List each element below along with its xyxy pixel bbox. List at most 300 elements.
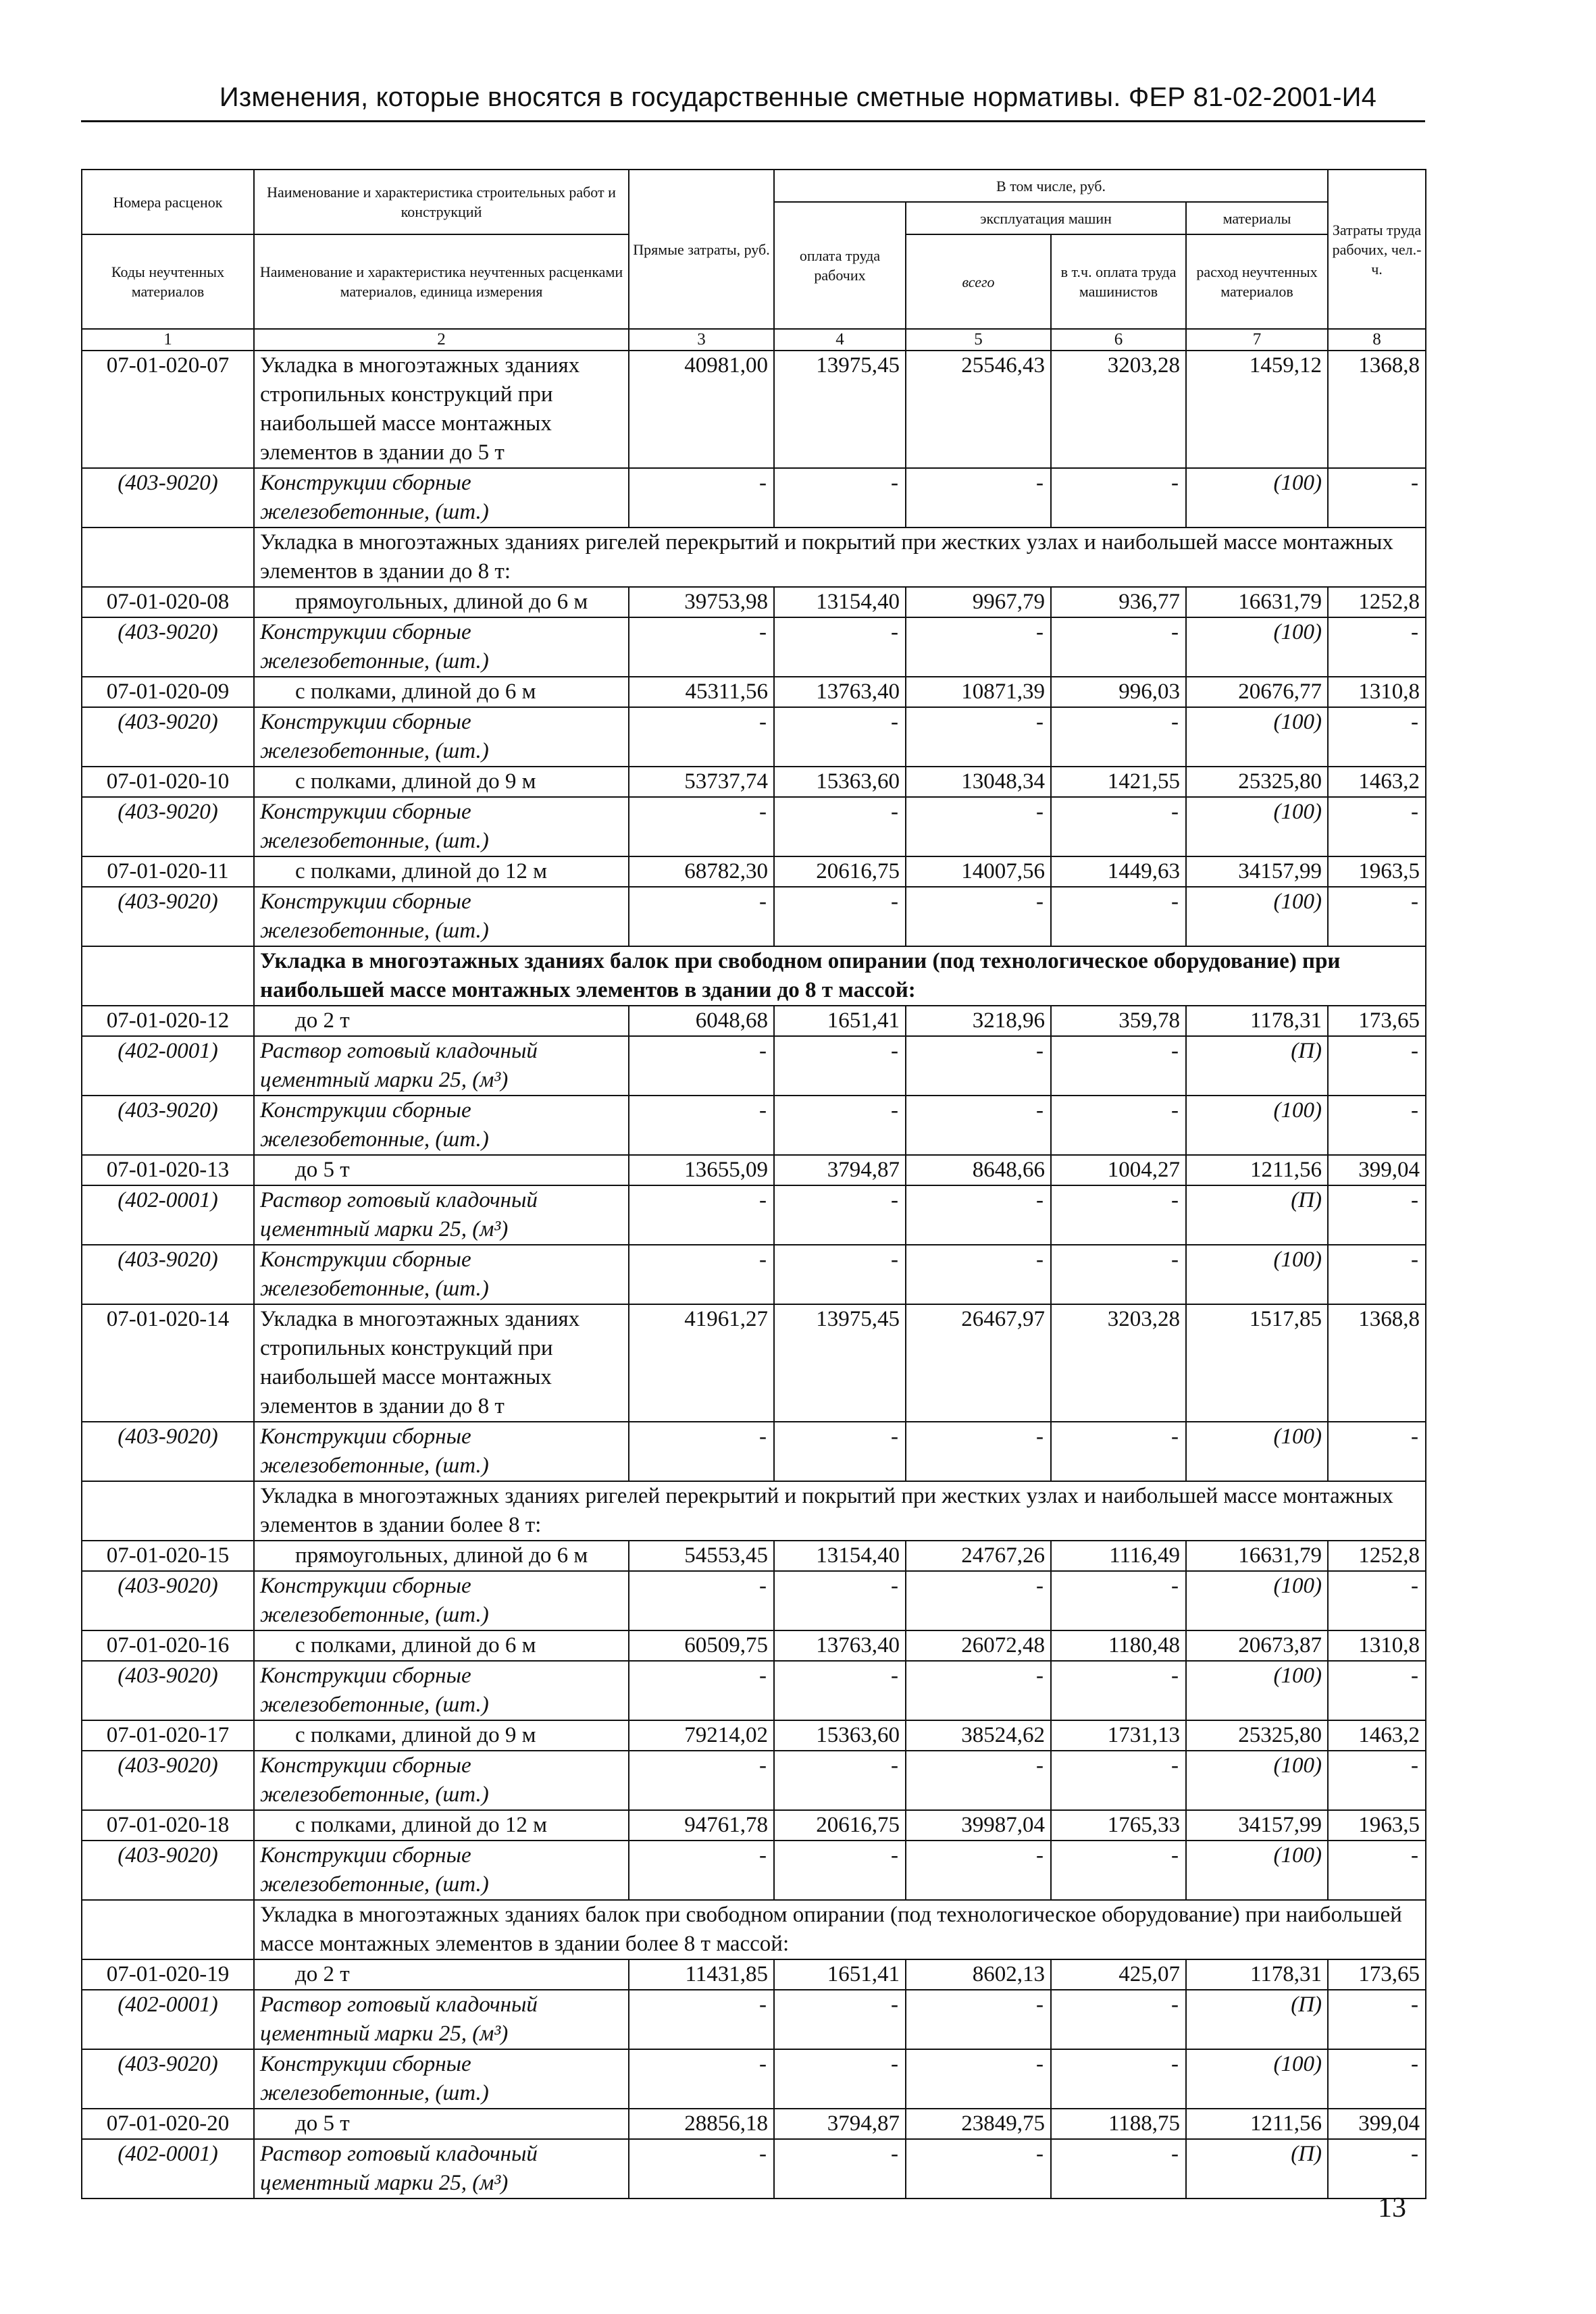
- material-row: [82, 468, 1426, 528]
- material-name: Конструкции сборные железобетонные, (шт.): [254, 1661, 629, 1720]
- direct-value: 68782,30: [629, 856, 774, 887]
- rate-code: 07-01-020-18: [82, 1810, 254, 1841]
- material-row: [82, 887, 1426, 946]
- rate-row: [82, 1006, 1426, 1036]
- material-code: (403-9020): [82, 2049, 254, 2109]
- machines-value: -: [906, 1096, 1051, 1155]
- material-row: [82, 1751, 1426, 1810]
- machines-value: -: [906, 1751, 1051, 1810]
- col8-header: Затраты труда рабочих, чел.-ч.: [1328, 170, 1426, 329]
- col1-bottom-header: Коды неучтенных материалов: [82, 234, 254, 329]
- direct-value: -: [629, 468, 774, 528]
- machines-value: -: [906, 1661, 1051, 1720]
- labor-value: -: [774, 707, 906, 767]
- material-code: (403-9020): [82, 1422, 254, 1481]
- materials-value: (П): [1186, 1036, 1328, 1096]
- materials-value: (П): [1186, 1990, 1328, 2049]
- materials-value: (100): [1186, 1245, 1328, 1304]
- material-code: (403-9020): [82, 468, 254, 528]
- materials-value: 1459,12: [1186, 351, 1328, 468]
- machines-value: -: [906, 887, 1051, 946]
- hours-value: -: [1328, 2139, 1426, 2199]
- col2-top-header: Наименование и характеристика строительных работ и конструкций: [254, 170, 629, 234]
- col6-header: в т.ч. оплата труда машинистов: [1051, 234, 1186, 329]
- machinists-value: -: [1051, 1841, 1186, 1900]
- work-name: Укладка в многоэтажных зданиях стропильных конструкций при наибольшей массе монтажных элементов в здании до 5 т: [254, 351, 629, 468]
- col7-header: расход неучтенных материалов: [1186, 234, 1328, 329]
- materials-value: (100): [1186, 887, 1328, 946]
- section-heading: Укладка в многоэтажных зданиях ригелей перекрытий и покрытий при жестких узлах и наибольшей массе монтажных элементов в здании до 8 т:: [254, 528, 1426, 587]
- material-code: (403-9020): [82, 707, 254, 767]
- section-code-cell: [82, 1481, 254, 1541]
- table-head: [82, 170, 1426, 351]
- labor-value: 13975,45: [774, 351, 906, 468]
- material-row: [82, 797, 1426, 856]
- rate-row: [82, 856, 1426, 887]
- materials-value: (100): [1186, 797, 1328, 856]
- work-name: с полками, длиной до 6 м: [254, 677, 629, 707]
- group-materials-header: материалы: [1186, 202, 1328, 234]
- machines-value: -: [906, 1841, 1051, 1900]
- materials-value: (П): [1186, 2139, 1328, 2199]
- materials-value: (100): [1186, 707, 1328, 767]
- machines-value: -: [906, 1990, 1051, 2049]
- section-heading-row: [82, 1900, 1426, 1959]
- work-name: с полками, длиной до 12 м: [254, 1810, 629, 1841]
- material-name: Конструкции сборные железобетонные, (шт.): [254, 2049, 629, 2109]
- machinists-value: 1765,33: [1051, 1810, 1186, 1841]
- machines-value: 38524,62: [906, 1720, 1051, 1751]
- machines-value: -: [906, 1036, 1051, 1096]
- col-number: 5: [906, 329, 1051, 351]
- direct-value: 41961,27: [629, 1304, 774, 1422]
- machinists-value: -: [1051, 2139, 1186, 2199]
- labor-value: -: [774, 1751, 906, 1810]
- direct-value: -: [629, 887, 774, 946]
- machinists-value: 1004,27: [1051, 1155, 1186, 1185]
- direct-value: 79214,02: [629, 1720, 774, 1751]
- labor-value: 13154,40: [774, 1541, 906, 1571]
- direct-value: 53737,74: [629, 767, 774, 797]
- work-name: до 2 т: [254, 1006, 629, 1036]
- direct-value: 28856,18: [629, 2109, 774, 2139]
- materials-value: (П): [1186, 1185, 1328, 1245]
- running-header: Изменения, которые вносятся в государственные сметные нормативы. ФЕР 81-02-2001-И4: [219, 82, 1377, 112]
- materials-value: 1178,31: [1186, 1006, 1328, 1036]
- rate-row: [82, 1155, 1426, 1185]
- direct-value: -: [629, 1185, 774, 1245]
- hours-value: -: [1328, 1422, 1426, 1481]
- section-code-cell: [82, 1900, 254, 1959]
- rate-code: 07-01-020-09: [82, 677, 254, 707]
- labor-value: -: [774, 468, 906, 528]
- rate-row: [82, 351, 1426, 468]
- material-name: Конструкции сборные железобетонные, (шт.): [254, 1422, 629, 1481]
- material-code: (403-9020): [82, 617, 254, 677]
- col3-header: Прямые затраты, руб.: [629, 170, 774, 329]
- material-row: [82, 1841, 1426, 1900]
- materials-value: 34157,99: [1186, 856, 1328, 887]
- col-number: 6: [1051, 329, 1186, 351]
- machinists-value: -: [1051, 1571, 1186, 1630]
- direct-value: -: [629, 1571, 774, 1630]
- section-heading-row: [82, 528, 1426, 587]
- direct-value: 40981,00: [629, 351, 774, 468]
- hours-value: 399,04: [1328, 2109, 1426, 2139]
- hours-value: 1963,5: [1328, 1810, 1426, 1841]
- material-name: Конструкции сборные железобетонные, (шт.): [254, 887, 629, 946]
- material-name: Раствор готовый кладочный цементный марки 25, (м³): [254, 1036, 629, 1096]
- machinists-value: -: [1051, 1185, 1186, 1245]
- machinists-value: -: [1051, 1990, 1186, 2049]
- rate-row: [82, 1810, 1426, 1841]
- hours-value: -: [1328, 887, 1426, 946]
- machines-value: -: [906, 1422, 1051, 1481]
- machines-value: 13048,34: [906, 767, 1051, 797]
- materials-value: (100): [1186, 1751, 1328, 1810]
- direct-value: -: [629, 1751, 774, 1810]
- machines-value: -: [906, 617, 1051, 677]
- hours-value: -: [1328, 1661, 1426, 1720]
- machines-value: -: [906, 707, 1051, 767]
- materials-value: (100): [1186, 468, 1328, 528]
- labor-value: -: [774, 1661, 906, 1720]
- direct-value: -: [629, 1422, 774, 1481]
- rate-row: [82, 767, 1426, 797]
- machinists-value: -: [1051, 617, 1186, 677]
- material-name: Конструкции сборные железобетонные, (шт.): [254, 617, 629, 677]
- material-code: (402-0001): [82, 1185, 254, 1245]
- rate-code: 07-01-020-14: [82, 1304, 254, 1422]
- machines-value: -: [906, 797, 1051, 856]
- machinists-value: 3203,28: [1051, 351, 1186, 468]
- material-row: [82, 1245, 1426, 1304]
- machinists-value: -: [1051, 468, 1186, 528]
- rate-row: [82, 1630, 1426, 1661]
- hours-value: 1463,2: [1328, 1720, 1426, 1751]
- machines-value: 23849,75: [906, 2109, 1051, 2139]
- labor-value: 13154,40: [774, 587, 906, 617]
- hours-value: 1310,8: [1328, 1630, 1426, 1661]
- material-name: Конструкции сборные железобетонные, (шт.): [254, 468, 629, 528]
- section-code-cell: [82, 528, 254, 587]
- labor-value: 20616,75: [774, 856, 906, 887]
- hours-value: -: [1328, 1841, 1426, 1900]
- material-code: (403-9020): [82, 1096, 254, 1155]
- section-heading: Укладка в многоэтажных зданиях ригелей перекрытий и покрытий при жестких узлах и наибольшей массе монтажных элементов в здании более 8 т:: [254, 1481, 1426, 1541]
- hours-value: -: [1328, 707, 1426, 767]
- direct-value: -: [629, 797, 774, 856]
- materials-value: (100): [1186, 1571, 1328, 1630]
- materials-value: 1517,85: [1186, 1304, 1328, 1422]
- hours-value: 1252,8: [1328, 587, 1426, 617]
- materials-value: 1211,56: [1186, 2109, 1328, 2139]
- material-code: (402-0001): [82, 1036, 254, 1096]
- rate-row: [82, 1959, 1426, 1990]
- hours-value: 173,65: [1328, 1959, 1426, 1990]
- machines-value: 9967,79: [906, 587, 1051, 617]
- labor-value: 1651,41: [774, 1959, 906, 1990]
- hours-value: 1310,8: [1328, 677, 1426, 707]
- hours-value: -: [1328, 2049, 1426, 2109]
- col-number: 3: [629, 329, 774, 351]
- col2-bottom-header: Наименование и характеристика неучтенных расценками материалов, единица измерения: [254, 234, 629, 329]
- machines-value: -: [906, 2139, 1051, 2199]
- direct-value: 11431,85: [629, 1959, 774, 1990]
- materials-value: 25325,80: [1186, 1720, 1328, 1751]
- machines-value: -: [906, 468, 1051, 528]
- material-code: (403-9020): [82, 1841, 254, 1900]
- work-name: прямоугольных, длиной до 6 м: [254, 587, 629, 617]
- material-name: Конструкции сборные железобетонные, (шт.): [254, 1096, 629, 1155]
- direct-value: 54553,45: [629, 1541, 774, 1571]
- machinists-value: 996,03: [1051, 677, 1186, 707]
- material-row: [82, 1036, 1426, 1096]
- rate-code: 07-01-020-19: [82, 1959, 254, 1990]
- direct-value: -: [629, 1841, 774, 1900]
- hours-value: -: [1328, 1571, 1426, 1630]
- labor-value: -: [774, 1245, 906, 1304]
- labor-value: 1651,41: [774, 1006, 906, 1036]
- materials-value: (100): [1186, 1422, 1328, 1481]
- material-code: (402-0001): [82, 2139, 254, 2199]
- col5-header: всего: [906, 234, 1051, 329]
- machinists-value: -: [1051, 1245, 1186, 1304]
- machines-value: 39987,04: [906, 1810, 1051, 1841]
- hours-value: -: [1328, 1245, 1426, 1304]
- hours-value: 1368,8: [1328, 1304, 1426, 1422]
- direct-value: -: [629, 1096, 774, 1155]
- direct-value: 45311,56: [629, 677, 774, 707]
- materials-value: 1211,56: [1186, 1155, 1328, 1185]
- work-name: Укладка в многоэтажных зданиях стропильных конструкций при наибольшей массе монтажных элементов в здании до 8 т: [254, 1304, 629, 1422]
- machines-value: 26072,48: [906, 1630, 1051, 1661]
- machinists-value: 1188,75: [1051, 2109, 1186, 2139]
- hours-value: 1368,8: [1328, 351, 1426, 468]
- group-machines-header: эксплуатация машин: [906, 202, 1186, 234]
- direct-value: -: [629, 2049, 774, 2109]
- rate-row: [82, 1304, 1426, 1422]
- col-number: 1: [82, 329, 254, 351]
- rates-table: [81, 169, 1426, 2199]
- machines-value: 8602,13: [906, 1959, 1051, 1990]
- machines-value: -: [906, 1185, 1051, 1245]
- machinists-value: -: [1051, 2049, 1186, 2109]
- rate-code: 07-01-020-15: [82, 1541, 254, 1571]
- rate-code: 07-01-020-16: [82, 1630, 254, 1661]
- work-name: прямоугольных, длиной до 6 м: [254, 1541, 629, 1571]
- hours-value: -: [1328, 797, 1426, 856]
- material-code: (403-9020): [82, 797, 254, 856]
- labor-value: 20616,75: [774, 1810, 906, 1841]
- machinists-value: 1116,49: [1051, 1541, 1186, 1571]
- direct-value: 6048,68: [629, 1006, 774, 1036]
- hours-value: 173,65: [1328, 1006, 1426, 1036]
- direct-value: -: [629, 1990, 774, 2049]
- labor-value: -: [774, 2049, 906, 2109]
- materials-value: 16631,79: [1186, 587, 1328, 617]
- materials-value: (100): [1186, 1096, 1328, 1155]
- material-name: Раствор готовый кладочный цементный марки 25, (м³): [254, 1185, 629, 1245]
- machinists-value: -: [1051, 797, 1186, 856]
- machinists-value: -: [1051, 1422, 1186, 1481]
- machinists-value: -: [1051, 1036, 1186, 1096]
- work-name: до 2 т: [254, 1959, 629, 1990]
- direct-value: -: [629, 707, 774, 767]
- labor-value: 13763,40: [774, 1630, 906, 1661]
- direct-value: 94761,78: [629, 1810, 774, 1841]
- rate-code: 07-01-020-17: [82, 1720, 254, 1751]
- labor-value: 15363,60: [774, 767, 906, 797]
- hours-value: -: [1328, 1751, 1426, 1810]
- hours-value: 1963,5: [1328, 856, 1426, 887]
- rate-row: [82, 1541, 1426, 1571]
- materials-value: (100): [1186, 617, 1328, 677]
- materials-value: 34157,99: [1186, 1810, 1328, 1841]
- direct-value: -: [629, 1036, 774, 1096]
- work-name: с полками, длиной до 6 м: [254, 1630, 629, 1661]
- direct-value: -: [629, 2139, 774, 2199]
- hours-value: -: [1328, 1036, 1426, 1096]
- machinists-value: -: [1051, 1096, 1186, 1155]
- materials-value: (100): [1186, 2049, 1328, 2109]
- materials-value: 16631,79: [1186, 1541, 1328, 1571]
- materials-value: (100): [1186, 1661, 1328, 1720]
- section-heading-row: [82, 1481, 1426, 1541]
- material-code: (403-9020): [82, 1751, 254, 1810]
- material-name: Раствор готовый кладочный цементный марки 25, (м³): [254, 1990, 629, 2049]
- machines-value: -: [906, 2049, 1051, 2109]
- material-row: [82, 617, 1426, 677]
- labor-value: 13975,45: [774, 1304, 906, 1422]
- header-rule: [81, 120, 1425, 122]
- table-body: [82, 351, 1426, 2199]
- labor-value: 15363,60: [774, 1720, 906, 1751]
- rate-row: [82, 677, 1426, 707]
- work-name: до 5 т: [254, 1155, 629, 1185]
- direct-value: -: [629, 1245, 774, 1304]
- labor-value: -: [774, 617, 906, 677]
- material-code: (402-0001): [82, 1990, 254, 2049]
- machinists-value: 1731,13: [1051, 1720, 1186, 1751]
- machines-value: 10871,39: [906, 677, 1051, 707]
- labor-value: -: [774, 1990, 906, 2049]
- work-name: до 5 т: [254, 2109, 629, 2139]
- machinists-value: 1421,55: [1051, 767, 1186, 797]
- material-row: [82, 2139, 1426, 2199]
- machines-value: 26467,97: [906, 1304, 1051, 1422]
- machinists-value: -: [1051, 707, 1186, 767]
- material-row: [82, 1096, 1426, 1155]
- machines-value: -: [906, 1571, 1051, 1630]
- machinists-value: 936,77: [1051, 587, 1186, 617]
- machinists-value: 1449,63: [1051, 856, 1186, 887]
- hours-value: 399,04: [1328, 1155, 1426, 1185]
- rate-row: [82, 2109, 1426, 2139]
- material-row: [82, 1571, 1426, 1630]
- material-name: Конструкции сборные железобетонные, (шт.): [254, 1571, 629, 1630]
- material-code: (403-9020): [82, 887, 254, 946]
- machinists-value: -: [1051, 887, 1186, 946]
- material-row: [82, 1990, 1426, 2049]
- direct-value: 39753,98: [629, 587, 774, 617]
- labor-value: -: [774, 1422, 906, 1481]
- machines-value: 25546,43: [906, 351, 1051, 468]
- direct-value: 60509,75: [629, 1630, 774, 1661]
- hours-value: 1463,2: [1328, 767, 1426, 797]
- hours-value: -: [1328, 468, 1426, 528]
- section-code-cell: [82, 946, 254, 1006]
- rate-code: 07-01-020-11: [82, 856, 254, 887]
- page-number: 13: [1378, 2192, 1406, 2223]
- hours-value: -: [1328, 1185, 1426, 1245]
- material-name: Конструкции сборные железобетонные, (шт.): [254, 707, 629, 767]
- work-name: с полками, длиной до 12 м: [254, 856, 629, 887]
- labor-value: -: [774, 1571, 906, 1630]
- material-name: Конструкции сборные железобетонные, (шт.): [254, 1751, 629, 1810]
- hours-value: -: [1328, 1990, 1426, 2049]
- section-heading: Укладка в многоэтажных зданиях балок при свободном опирании (под технологическое оборудование) при наибольшей массе монтажных элементов в здании до 8 т массой:: [254, 946, 1426, 1006]
- machines-value: 8648,66: [906, 1155, 1051, 1185]
- labor-value: 3794,87: [774, 2109, 906, 2139]
- labor-value: -: [774, 1096, 906, 1155]
- rate-code: 07-01-020-08: [82, 587, 254, 617]
- material-name: Конструкции сборные железобетонные, (шт.): [254, 1841, 629, 1900]
- material-row: [82, 1185, 1426, 1245]
- material-code: (403-9020): [82, 1661, 254, 1720]
- rate-code: 07-01-020-10: [82, 767, 254, 797]
- machines-value: -: [906, 1245, 1051, 1304]
- rate-row: [82, 1720, 1426, 1751]
- labor-value: 13763,40: [774, 677, 906, 707]
- material-code: (403-9020): [82, 1571, 254, 1630]
- section-heading: Укладка в многоэтажных зданиях балок при свободном опирании (под технологическое оборудование) при наибольшей массе монтажных элементов в здании более 8 т массой:: [254, 1900, 1426, 1959]
- labor-value: -: [774, 2139, 906, 2199]
- material-row: [82, 1422, 1426, 1481]
- machinists-value: -: [1051, 1751, 1186, 1810]
- material-row: [82, 707, 1426, 767]
- col4-header: оплата труда рабочих: [774, 202, 906, 329]
- machinists-value: 359,78: [1051, 1006, 1186, 1036]
- col-number: 4: [774, 329, 906, 351]
- material-row: [82, 1661, 1426, 1720]
- section-heading-row: [82, 946, 1426, 1006]
- material-code: (403-9020): [82, 1245, 254, 1304]
- col1-top-header: Номера расценок: [82, 170, 254, 234]
- rate-row: [82, 587, 1426, 617]
- col-number: 2: [254, 329, 629, 351]
- labor-value: -: [774, 887, 906, 946]
- direct-value: 13655,09: [629, 1155, 774, 1185]
- direct-value: -: [629, 617, 774, 677]
- direct-value: -: [629, 1661, 774, 1720]
- labor-value: -: [774, 1185, 906, 1245]
- rate-code: 07-01-020-20: [82, 2109, 254, 2139]
- rate-code: 07-01-020-07: [82, 351, 254, 468]
- materials-value: 1178,31: [1186, 1959, 1328, 1990]
- materials-value: 25325,80: [1186, 767, 1328, 797]
- hours-value: -: [1328, 1096, 1426, 1155]
- machines-value: 24767,26: [906, 1541, 1051, 1571]
- material-name: Раствор готовый кладочный цементный марки 25, (м³): [254, 2139, 629, 2199]
- labor-value: -: [774, 797, 906, 856]
- hours-value: 1252,8: [1328, 1541, 1426, 1571]
- labor-value: -: [774, 1036, 906, 1096]
- col-number: 7: [1186, 329, 1328, 351]
- material-row: [82, 2049, 1426, 2109]
- machinists-value: 3203,28: [1051, 1304, 1186, 1422]
- hours-value: -: [1328, 617, 1426, 677]
